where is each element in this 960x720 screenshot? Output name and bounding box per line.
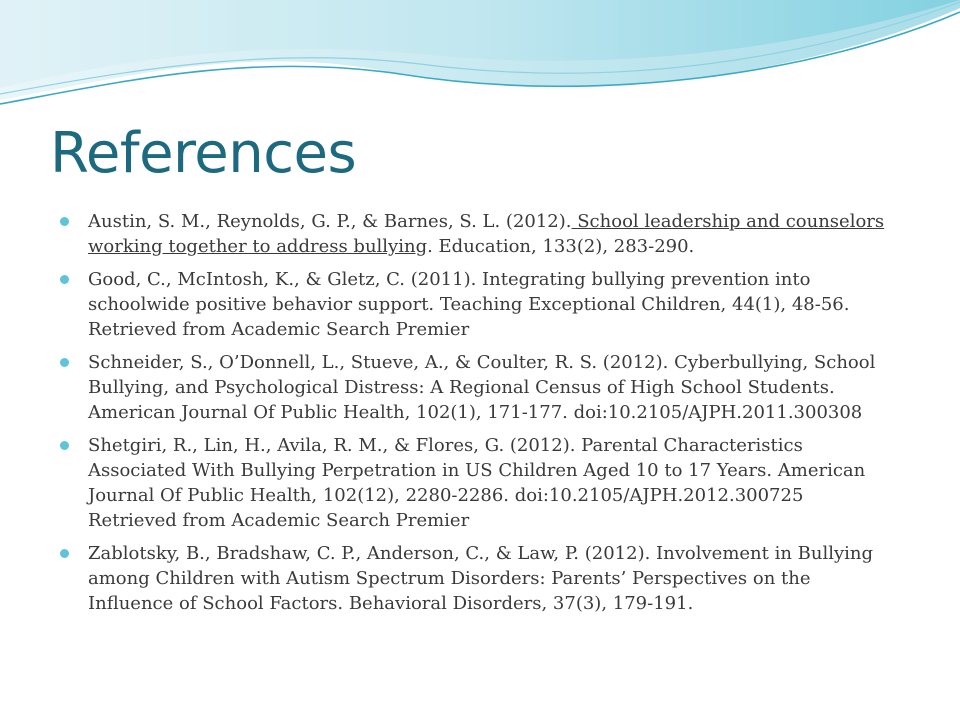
list-item — [60, 541, 890, 616]
page-title: References — [50, 121, 357, 186]
bullet-icon — [60, 217, 69, 226]
reference-text: Austin, S. M., Reynolds, G. P., & Barnes, S. L. (2012). — [88, 211, 572, 232]
reference-text-tail: . Education, 133(2), 283-290. — [427, 236, 695, 257]
list-item — [60, 209, 890, 259]
reference-link[interactable]: School leadership and counselors working together to address bullying — [88, 211, 885, 257]
reference-list — [60, 209, 890, 624]
reference-text: Shetgiri, R., Lin, H., Avila, R. M., & Flores, G. (2012). Parental Characteristics Associated With Bullying Perpetration in US Children Aged 10 to 17 Years. American Journal Of Public Health, 102(12), 2280-2286. doi:10.2105/AJPH.2012.300725 Retrieved from Academic Search Premier — [88, 435, 866, 531]
list-item — [60, 350, 890, 425]
bullet-icon — [60, 275, 69, 284]
list-item — [60, 267, 890, 342]
bullet-icon — [60, 441, 69, 450]
reference-text: Good, C., McIntosh, K., & Gletz, C. (2011). Integrating bullying prevention into schoolwide positive behavior support. Teaching Exceptional Children, 44(1), 48-56. Retrieved from Academic Search Premier — [88, 269, 850, 340]
reference-text: Zablotsky, B., Bradshaw, C. P., Anderson, C., & Law, P. (2012). Involvement in Bullying among Children with Autism Spectrum Disorders: Parents’ Perspectives on the Influence of School Factors. Behavioral Disorders, 37(3), 179-191. — [88, 543, 874, 614]
header-wave-decoration — [0, 0, 960, 115]
bullet-icon — [60, 358, 69, 367]
reference-text: Schneider, S., O’Donnell, L., Stueve, A., & Coulter, R. S. (2012). Cyberbullying, School Bullying, and Psychological Distress: A Regional Census of High School Students. American Journal Of Public Health, 102(1), 171-177. doi:10.2105/AJPH.2011.300308 — [88, 352, 876, 423]
bullet-icon — [60, 549, 69, 558]
list-item — [60, 433, 890, 533]
